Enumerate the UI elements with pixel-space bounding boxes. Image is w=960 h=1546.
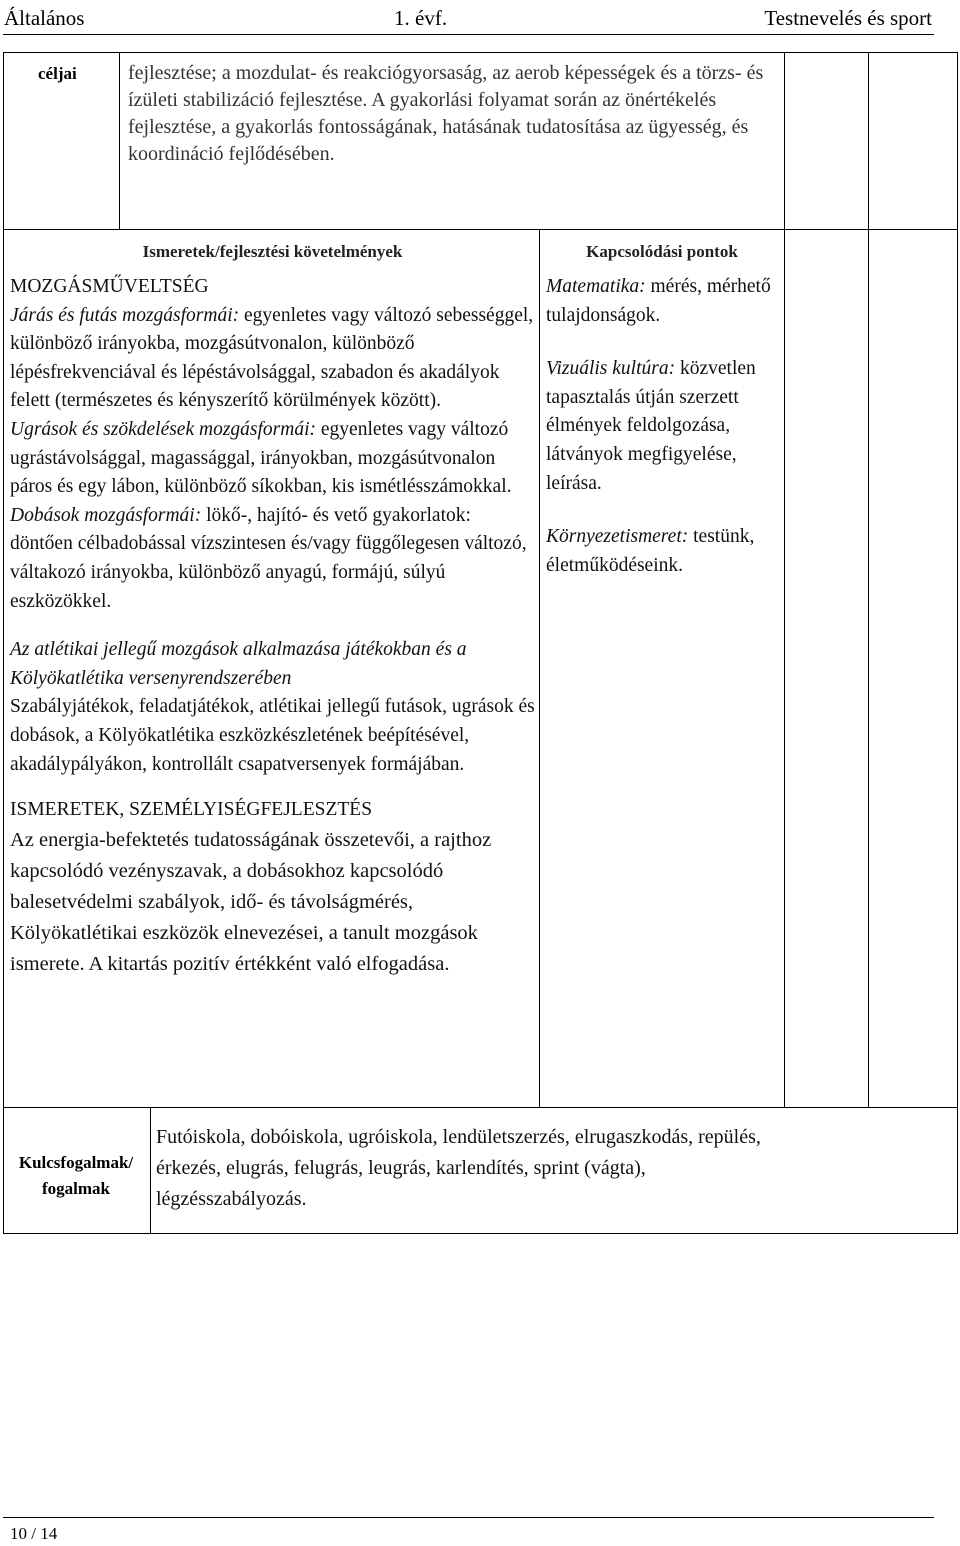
section-title-movement: MOZGÁSMŰVELTSÉG [10,276,209,297]
subject-visual: Vizuális kultúra: [546,358,676,380]
connection-points [546,273,782,605]
term-athletics-games: Az atlétikai jellegű mozgások alkalmazása játékokban és a Kölyökatlétika versenyrendszerében [10,639,467,689]
paragraph-athletics-games: Szabályjátékok, feladatjátékok, atlétikai jellegű futások, ugrások és dobások, a Kölyökatlétika eszközkészletének beépítésével, akadálypályákon, kontrollált csapatversenyek formájában. [10,696,535,775]
goals-divider-1 [119,52,120,230]
subject-environment: Környezetismeret: [546,526,689,548]
footer-divider [3,1517,934,1518]
key-concepts-label: Kulcsfogalmak/ fogalmak [18,1153,134,1198]
key-concepts-divider [150,1107,151,1234]
header-center: 1. évf. [394,6,448,30]
header-divider [3,34,934,35]
section-title-knowledge: ISMERETEK, SZEMÉLYISÉGFEJLESZTÉS [10,799,373,821]
goals-divider-3 [868,52,869,230]
column-head-requirements: Ismeretek/fejlesztési követelmények [142,242,403,261]
paragraph-knowledge: Az energia-befektetés tudatosságának összetevői, a rajthoz kapcsolódó vezényszavak, a dobásokhoz kapcsolódó balesetvédelmi szabályok, idő- és távolságmérés, Kölyökatlétikai eszközök elnevezései, a tanult mozgások ismerete. A kitartás pozitív értékként való elfogadása. [10,828,492,975]
term-walking-running: Járás és futás mozgásformái: [10,304,240,326]
key-concepts-text: Futóiskola, dobóiskola, ugróiskola, lendületszerzés, elrugaszkodás, repülés, érkezés, elugrás, felugrás, leugrás, karlendítés, sprint (vágta), légzésszabályozás. [156,1126,761,1210]
goals-divider-2 [784,52,785,230]
text-math: mérés, mérhető tulajdonságok. [546,276,771,326]
text-throwing: lökő-, hajító- és vető gyakorlatok: döntően célbadobással vízszintesen és/vagy függőlegesen változó, váltakozó irányokba, különböző anyagú, formájú, súlyú eszközökkel. [10,504,527,612]
goals-text: fejlesztése; a mozdulat- és reakciógyorsaság, az aerob képességek és a törzs- és ízületi stabilizáció fejlesztése. A gyakorlási folyamat során az önértékelés fejlesztése, a gyakorlás fontosságának, hatásának tudatosítása az ügyesség, és koordináció fejlődésében. [128,62,764,165]
term-jumping: Ugrások és szökdelések mozgásformái: [10,418,317,440]
paragraph-jumping [10,416,535,502]
text-environment: testünk, életműködéseink. [546,526,755,576]
goals-label: céljai [38,64,77,83]
subject-math: Matematika: [546,276,646,297]
paragraph-walking-running [10,302,535,416]
connection-math [546,273,782,330]
connection-visual [546,355,782,498]
connection-environment [546,523,782,580]
header-left: Általános [4,6,85,30]
text-walking-running: egyenletes vagy változó sebességgel, különböző irányokba, mozgásútvonalon, különböző lépésfrekvenciával és lépéstávolsággal, szabadon és akadályok felett (természetes és kényszerítő körülmények között). [10,304,534,412]
text-jumping: egyenletes vagy változó ugrástávolsággal, magassággal, irányokban, mozgásútvonalon páros és egy lábon, különböző síkokban, kis ismétlésszámokkal. [10,418,512,498]
text-visual: közvetlen tapasztalás útján szerzett élmények feldolgozása, látványok megfigyelése, leírása. [546,358,756,494]
page-number: 10 / 14 [10,1524,58,1543]
section-title-athletics-games [10,636,535,693]
content-divider-1 [539,229,540,1108]
header-right: Testnevelés és sport [764,6,932,30]
content-divider-3 [868,229,869,1108]
term-throwing: Dobások mozgásformái: [10,504,202,526]
requirements-content [10,273,535,980]
content-divider-2 [784,229,785,1108]
paragraph-throwing [10,502,535,616]
column-head-connections: Kapcsolódási pontok [586,242,738,261]
page-header [0,4,960,32]
